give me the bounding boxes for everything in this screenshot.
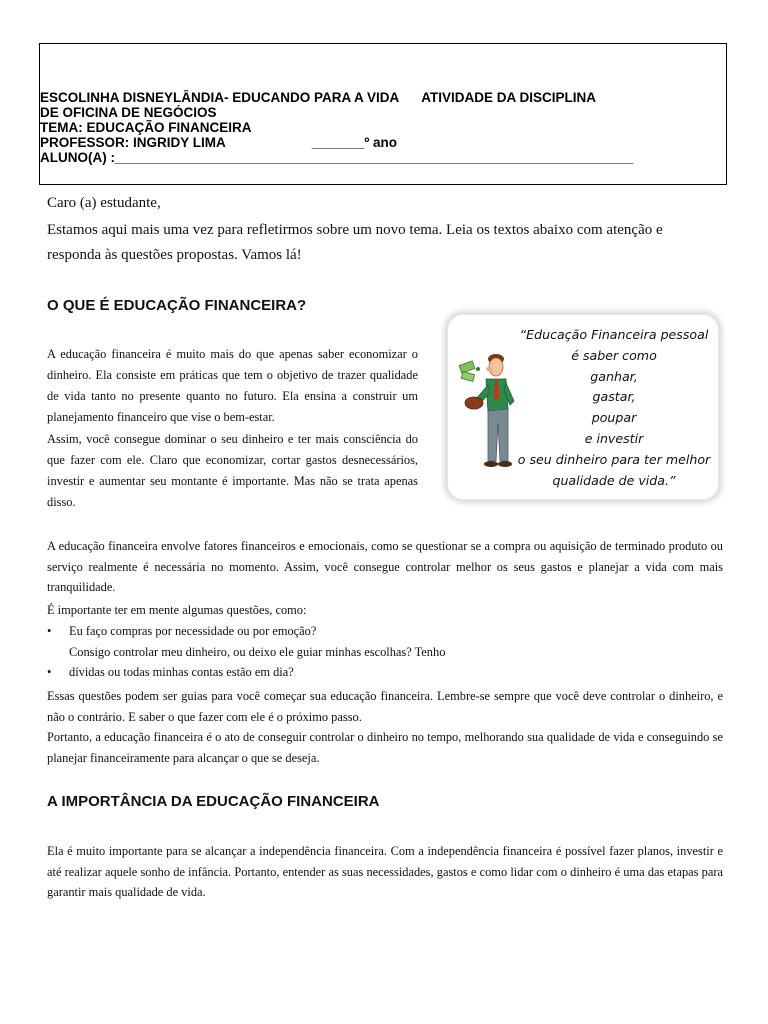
paragraph-importance: Ela é muito importante para se alcançar a independência financeira. Com a independência financeira é possível fazer planos, investir e até realizar aquele sonho de infância. Portanto, entender as suas necessidades, gastos e como lidar com o dinheiro é uma das etapas para garantir mais qualidade de vida. [47, 844, 723, 899]
bullet-icon: • [47, 665, 52, 679]
list-item [47, 621, 723, 642]
quote-line: “Educação Financeira pessoal [519, 327, 709, 342]
list-item-text: dívidas ou todas minhas contas estão em dia? [69, 665, 294, 679]
theme-line: TEMA: EDUCAÇÃO FINANCEIRA [40, 120, 252, 135]
quote-line: é saber como [571, 347, 657, 363]
paragraph-3: A educação financeira envolve fatores financeiros e emocionais, como se questionar se a compra ou aquisição de terminado produto ou serviço realmente é necessária no momento. Assim, você consegue controlar melhor os seus gastos e planejar a vida com mais tranquilidade. [47, 539, 723, 594]
paragraph-2: Assim, você consegue dominar o seu dinheiro e ter mais consciência do que fazer com ele. Claro que economizar, cortar gastos desnecessários, investir e aumentar seu montante é importante. Mas não se trata apenas disso. [47, 432, 418, 509]
quote-line: ganhar, [590, 368, 638, 384]
list-item [47, 662, 723, 683]
header-line-1 [40, 90, 726, 105]
section-title-importance: A IMPORTÂNCIA DA EDUCAÇÃO FINANCEIRA [47, 793, 380, 810]
bullet-icon: • [47, 624, 52, 638]
year-field[interactable]: _______º ano [311, 135, 398, 150]
questions-list [47, 621, 723, 683]
school-name: ESCOLINHA DISNEYLÂNDIA- EDUCANDO PARA A VIDA [40, 90, 400, 105]
paragraph-5: Essas questões podem ser guias para você começar sua educação financeira. Lembre-se sempre que você deve controlar o dinheiro, e não o contrário. E saber o que fazer com ele é o próximo passo. [47, 689, 723, 724]
professor-line [40, 135, 726, 150]
quote-line: gastar, [592, 389, 636, 405]
quote-line: poupar [591, 410, 637, 426]
student-field[interactable]: ALUNO(A) :_____________________________________________________________________ [40, 150, 634, 165]
quote-line: o seu dinheiro para ter melhor [517, 451, 711, 467]
section-title-what: O QUE É EDUCAÇÃO FINANCEIRA? [47, 297, 307, 314]
quote-line: qualidade de vida.” [552, 472, 676, 488]
intro-paragraph: Estamos aqui mais uma vez para refletirmos sobre um novo tema. Leia os textos abaixo com atenção e responda às questões propostas. Vamos lá! [47, 222, 663, 263]
quote-line: e investir [584, 430, 644, 446]
quote-text [510, 325, 718, 491]
header-lines [40, 90, 726, 165]
header-box [39, 43, 727, 185]
professor-name: PROFESSOR: INGRIDY LIMA [40, 135, 226, 150]
paragraph-4: É importante ter em mente algumas questões, como: [47, 603, 307, 617]
discipline-line: DE OFICINA DE NEGÓCIOS [40, 105, 217, 120]
paragraph-6: Portanto, a educação financeira é o ato de conseguir controlar o dinheiro no tempo, melhorando sua qualidade de vida e conseguindo se planejar financeiramente para alcançar o que se deseja. [47, 730, 723, 765]
activity-label: ATIVIDADE DA DISCIPLINA [421, 90, 597, 105]
financial-education-figure [447, 314, 719, 500]
list-item-continuation: Consigo controlar meu dinheiro, ou deixo ele guiar minhas escolhas? Tenho [69, 644, 446, 659]
list-item-text: Eu faço compras por necessidade ou por emoção? [69, 624, 317, 638]
paragraph-1: A educação financeira é muito mais do que apenas saber economizar o dinheiro. Ela consiste em práticas que tem o objetivo de trazer qualidade de vida tanto no presente quanto no futuro. Ela ensina a construir um planejamento financeiro que vise o bem-estar. [47, 347, 418, 424]
greeting: Caro (a) estudante, [47, 195, 161, 211]
